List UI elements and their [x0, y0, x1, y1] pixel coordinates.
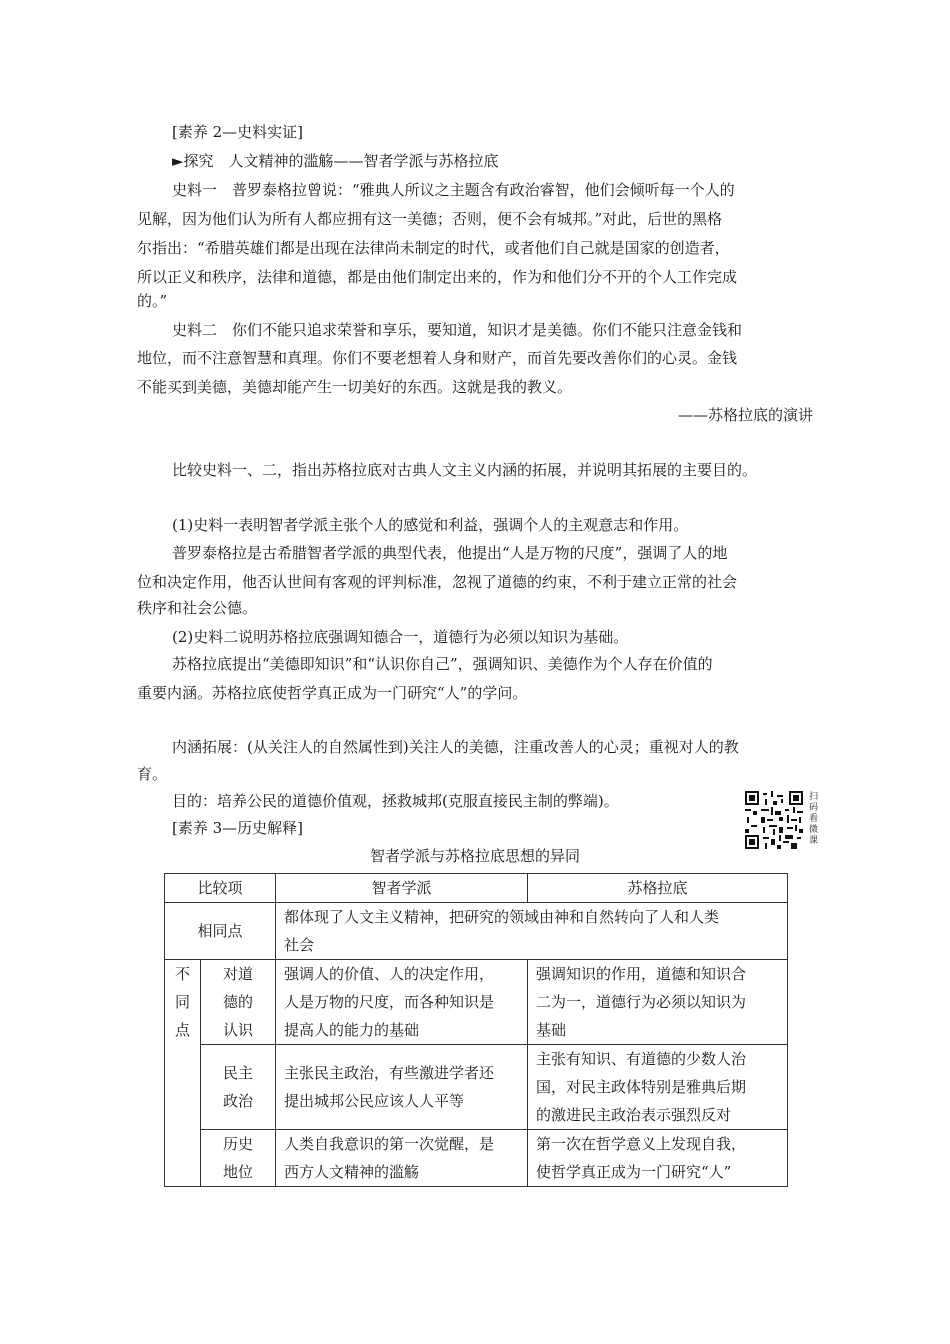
row-label-line: 德的: [223, 993, 254, 1011]
cell-line: 人是万物的尺度，而各种知识是: [284, 993, 495, 1011]
diff-label-char: 点: [174, 1021, 190, 1039]
qr-code-icon[interactable]: [745, 791, 803, 849]
table-row: [165, 1045, 788, 1130]
row-label-cell: [201, 960, 276, 1045]
row-label-line: 认识: [223, 1021, 254, 1039]
source1-line: 见解，因为他们认为所有人都应拥有这一美德；否则，便不会有城邦。”对此，后世的黑格: [137, 210, 723, 228]
qr-code-label: 扫码看微课: [809, 792, 819, 846]
table-header-cell: 苏格拉底: [528, 874, 788, 903]
row-label-line: 民主: [223, 1064, 254, 1082]
cell-line: 提出城邦公民应该人人平等: [284, 1092, 465, 1110]
socrates-cell: [528, 1130, 788, 1187]
table-header-cell: 比较项: [165, 874, 276, 903]
sophists-cell: [276, 960, 528, 1045]
table-row: [165, 960, 788, 1045]
answer-line: 普罗泰格拉是古希腊智者学派的典型代表，他提出“人是万物的尺度”，强调了人的地: [172, 544, 728, 562]
row-label-line: 政治: [223, 1092, 254, 1110]
row-label-line: 地位: [223, 1163, 254, 1181]
cell-line: 强调人的价值、人的决定作用，: [284, 965, 495, 983]
source1-line: 所以正义和秩序，法律和道德，都是由他们制定出来的，作为和他们分不开的个人工作完成: [137, 268, 738, 286]
answer-line: (2)史料二说明苏格拉底强调知德合一，道德行为必须以知识为基础。: [172, 628, 629, 646]
sophists-cell: [276, 1130, 528, 1187]
same-text-line: 社会: [284, 936, 315, 954]
diff-label-char: 同: [174, 993, 190, 1011]
question-text: 比较史料一、二，指出苏格拉底对古典人文主义内涵的拓展，并说明其拓展的主要目的。: [172, 461, 758, 479]
answer-line: 秩序和社会公德。: [137, 599, 258, 617]
socrates-cell: [528, 960, 788, 1045]
answer-line: 苏格拉底提出“美德即知识”和“认识你自己”，强调知识、美德作为个人存在价值的: [172, 655, 713, 673]
sophists-cell: [276, 1045, 528, 1130]
source1-line: 尔指出：“希腊英雄们都是出现在法律尚未制定的时代，或者他们自己就是国家的创造者，: [137, 239, 730, 257]
same-text-cell: [276, 903, 788, 960]
purpose-text: 目的：培养公民的道德价值观，拯救城邦(克服直接民主制的弊端)。: [172, 792, 619, 810]
cell-line: 国，对民主政体特别是雅典后期: [536, 1078, 747, 1096]
cell-line: 强调知识的作用，道德和知识合: [536, 965, 747, 983]
source1-line: 的。”: [137, 292, 168, 310]
same-label: 相同点: [165, 903, 276, 960]
cell-line: 基础: [536, 1021, 567, 1039]
row-label-line: 对道: [223, 965, 254, 983]
answer-line: (1)史料一表明智者学派主张个人的感觉和利益，强调个人的主观意志和作用。: [172, 516, 689, 534]
table-header-row: [165, 874, 788, 903]
answer-line: 位和决定作用，他否认世间有客观的评判标准，忽视了道德的约束，不利于建立正常的社会: [137, 573, 738, 591]
answer-line: 重要内涵。苏格拉底使哲学真正成为一门研究“人”的学问。: [137, 684, 528, 702]
cell-line: 使哲学真正成为一门研究“人”: [536, 1163, 732, 1181]
table-header-cell: 智者学派: [276, 874, 528, 903]
table-row: [165, 1130, 788, 1187]
source2-line: 地位，而不注意智慧和真理。你们不要老想着人身和财产，而首先要改善你们的心灵。金钱: [137, 349, 738, 367]
same-text-line: 都体现了人文主义精神，把研究的领域由神和自然转向了人和人类: [284, 908, 720, 926]
row-label-cell: [201, 1130, 276, 1187]
extension-line: 育。: [137, 765, 168, 783]
source1-line: 史料一 普罗泰格拉曾说：“雅典人所议之主题含有政治睿智，他们会倾听每一个人的: [172, 181, 735, 199]
cell-line: 二为一，道德行为必须以知识为: [536, 993, 747, 1011]
heading-literacy-2: [素养 2—史料实证]: [172, 123, 304, 141]
table-row-same: [165, 903, 788, 960]
cell-line: 的激进民主政治表示强烈反对: [536, 1106, 732, 1124]
source2-attribution: ——苏格拉底的演讲: [677, 406, 813, 424]
source2-line: 史料二 你们不能只追求荣誉和享乐，要知道，知识才是美德。你们不能只注意金钱和: [172, 321, 743, 339]
comparison-table: [164, 873, 788, 1187]
cell-line: 第一次在哲学意义上发现自我，: [536, 1135, 747, 1153]
diff-label-cell: [165, 960, 201, 1187]
row-label-cell: [201, 1045, 276, 1130]
cell-line: 主张有知识、有道德的少数人治: [536, 1050, 747, 1068]
socrates-cell: [528, 1045, 788, 1130]
row-label-line: 历史: [223, 1135, 254, 1153]
extension-line: 内涵拓展：(从关注人的自然属性到)关注人的美德，注重改善人的心灵；重视对人的教: [172, 738, 739, 756]
table-title: 智者学派与苏格拉底思想的异同: [369, 847, 580, 865]
heading-literacy-3: [素养 3—历史解释]: [172, 819, 304, 837]
cell-line: 人类自我意识的第一次觉醒，是: [284, 1135, 495, 1153]
source2-line: 不能买到美德，美德却能产生一切美好的东西。这就是我的教义。: [137, 378, 573, 396]
cell-line: 西方人文精神的滥觞: [284, 1163, 420, 1181]
explore-title: ►探究 人文精神的滥觞——智者学派与苏格拉底: [172, 152, 499, 170]
cell-line: 主张民主政治，有些激进学者还: [284, 1064, 495, 1082]
cell-line: 提高人的能力的基础: [284, 1021, 420, 1039]
diff-label-char: 不: [174, 965, 190, 983]
